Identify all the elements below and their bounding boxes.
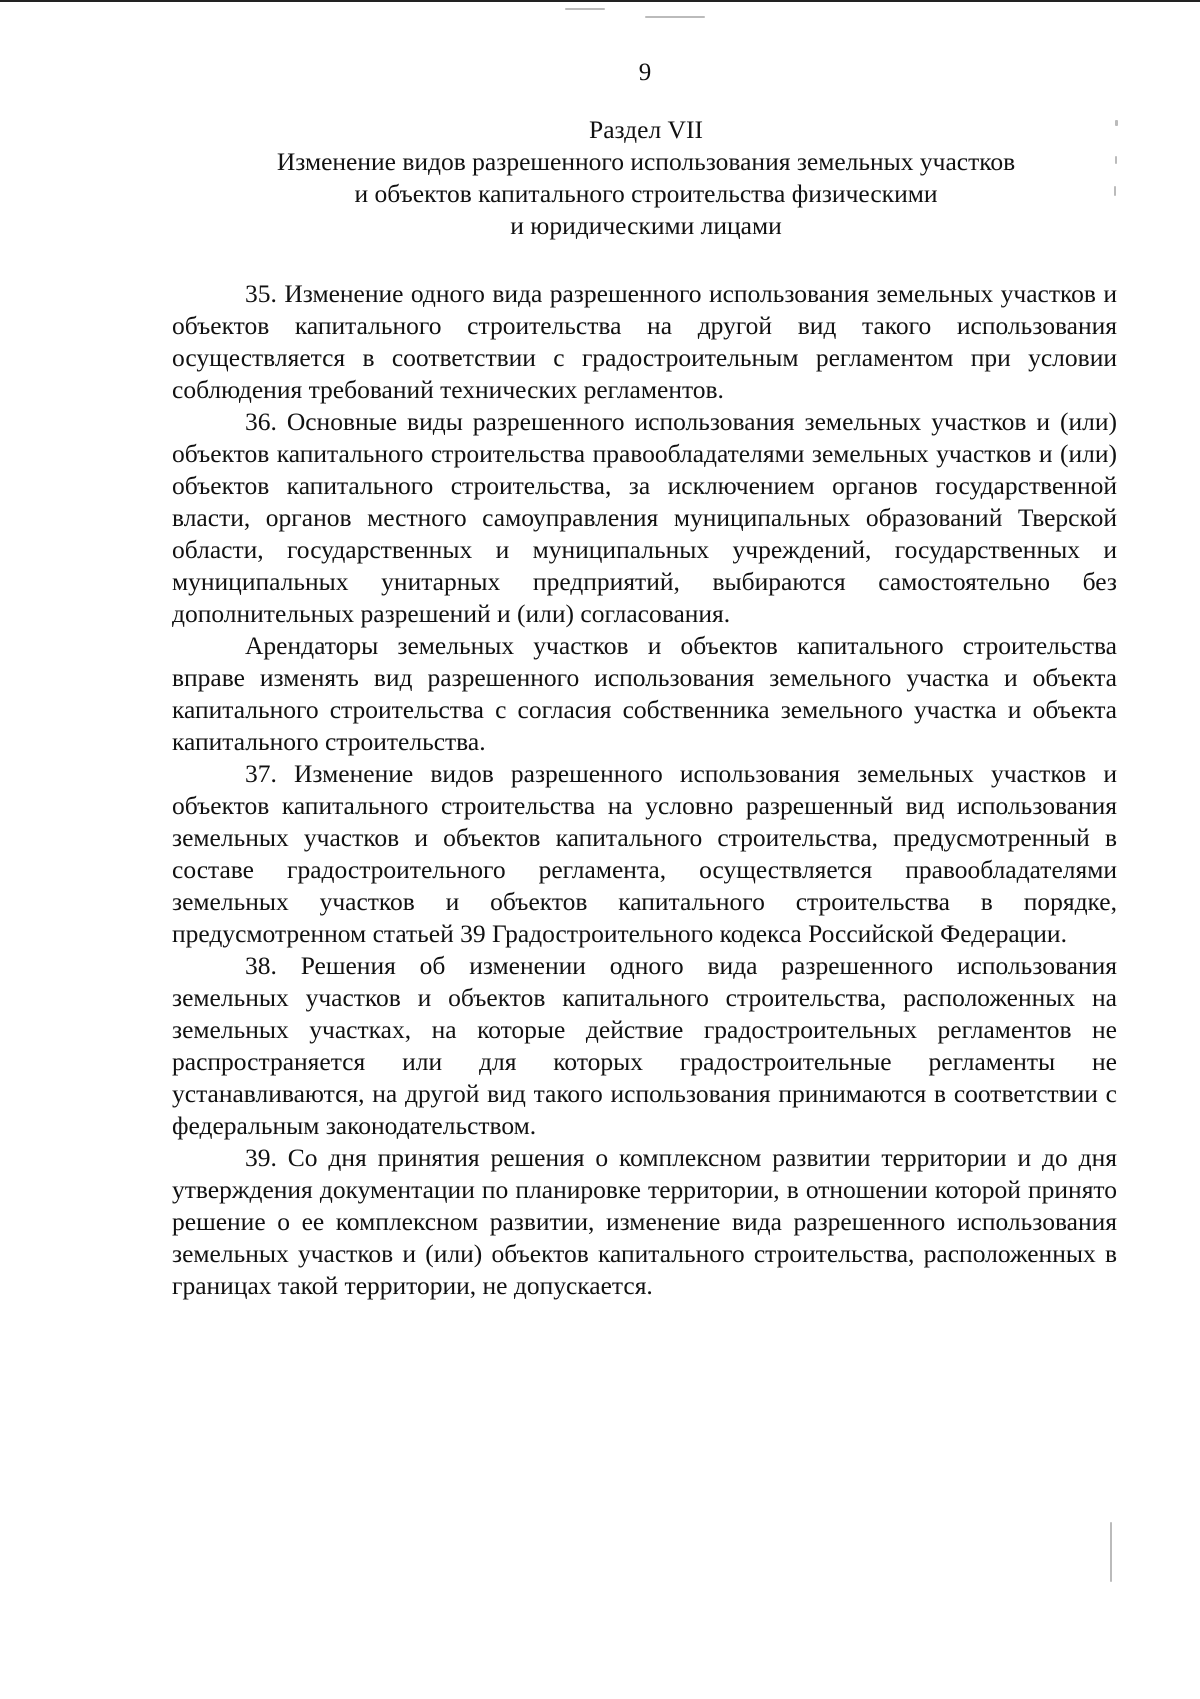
- section-title: Раздел VII: [589, 115, 703, 144]
- section-heading-line: и юридическими лицами: [510, 211, 782, 240]
- page-number: 9: [638, 59, 652, 86]
- paragraph-35: 35. Изменение одного вида разрешенного использования земельных участков и объектов капитального строительства на другой вид такого использования осуществляется в соответствии с градостроительным регламентом при условии соблюдения требований технических регламентов.: [172, 279, 1117, 404]
- scan-speck: [1110, 1522, 1112, 1582]
- document-body: [172, 278, 1117, 1302]
- paragraph-36-tenants: Арендаторы земельных участков и объектов капитального строительства вправе изменять вид разрешенного использования земельного участка и объекта капитального строительства с согласия собственника земельного участка и объекта капитального строительства.: [172, 631, 1117, 756]
- scan-speck: [645, 16, 705, 18]
- section-heading: [175, 114, 1117, 242]
- scan-speck: [565, 8, 605, 10]
- scan-speck: [1114, 186, 1116, 196]
- paragraph-39: 39. Со дня принятия решения о комплексном развитии территории и до дня утверждения документации по планировке территории, в отношении которой принято решение о ее комплексном развитии, изменение вида разрешенного использования земельных участков и (или) объектов капитального строительства, расположенных в границах такой территории, не допускается.: [172, 1143, 1117, 1300]
- paragraph-38: 38. Решения об изменении одного вида разрешенного использования земельных участков и объектов капитального строительства, расположенных на земельных участках, на которые действие градостроительных регламентов не распространяется или для которых градостроительные регламенты не устанавливаются, на другой вид такого использования принимаются в соответствии с федеральным законодательством.: [172, 951, 1117, 1140]
- section-heading-line: и объектов капитального строительства физическими: [354, 179, 938, 208]
- paragraph-37: 37. Изменение видов разрешенного использования земельных участков и объектов капитального строительства на условно разрешенный вид использования земельных участков и объектов капитального строительства, предусмотренный в составе градостроительного регламента, осуществляется правообладателями земельных участков и объектов капитального строительства в порядке, предусмотренном статьей 39 Градостроительного кодекса Российской Федерации.: [172, 759, 1117, 948]
- section-heading-line: Изменение видов разрешенного использования земельных участков: [276, 147, 1016, 176]
- paragraph-36: 36. Основные виды разрешенного использования земельных участков и (или) объектов капитального строительства правообладателями земельных участков и (или) объектов капитального строительства, за исключением органов государственной власти, органов местного самоуправления муниципальных образований Тверской области, государственных и муниципальных учреждений, государственных и муниципальных унитарных предприятий, выбираются самостоятельно без дополнительных разрешений и (или) согласования.: [172, 407, 1117, 628]
- scan-speck: [1115, 156, 1117, 164]
- scan-speck: [1115, 120, 1118, 126]
